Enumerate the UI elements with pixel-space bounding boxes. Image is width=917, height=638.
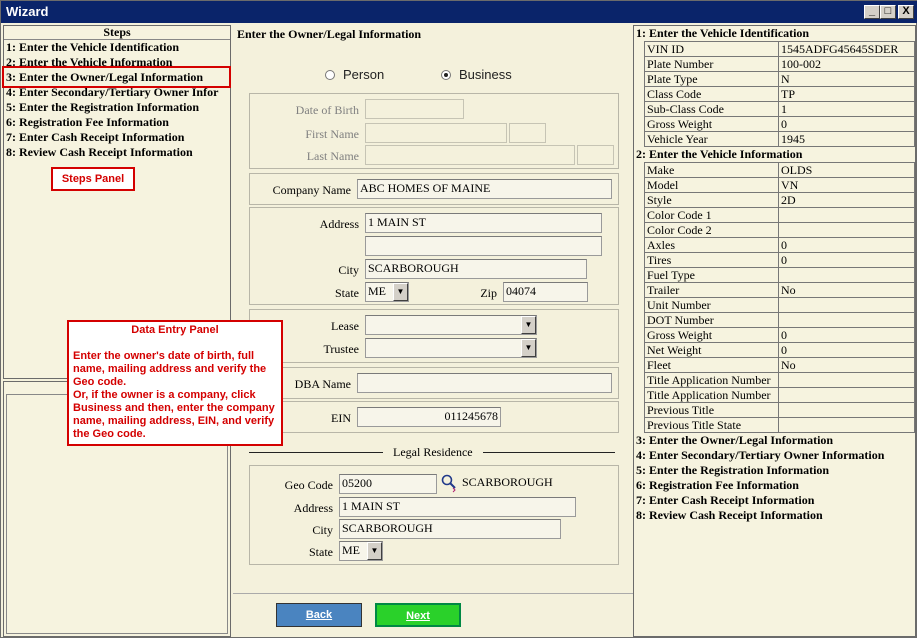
middle-initial-field[interactable]: [509, 123, 546, 143]
summary-row: [645, 343, 915, 358]
zip-label: Zip: [480, 286, 497, 300]
step-item[interactable]: 1: Enter the Vehicle Identification: [6, 40, 180, 54]
person-radio-dot: [325, 70, 335, 80]
summary-value: 1: [779, 102, 915, 117]
minimize-button[interactable]: _: [864, 5, 880, 19]
summary-key: Plate Type: [645, 72, 779, 87]
summary-row: [645, 193, 915, 208]
summary-row: [645, 57, 915, 72]
business-radio[interactable]: [441, 67, 512, 82]
summary-key: Previous Title: [645, 403, 779, 418]
city-field[interactable]: SCARBOROUGH: [365, 259, 587, 279]
summary-key: Vehicle Year: [645, 132, 779, 147]
dob-field[interactable]: [365, 99, 464, 119]
back-button[interactable]: Back: [276, 603, 362, 627]
chevron-down-icon: ▼: [521, 316, 536, 334]
form-title: Enter the Owner/Legal Information: [237, 27, 422, 41]
summary-key: Style: [645, 193, 779, 208]
next-button[interactable]: Next: [375, 603, 461, 627]
summary-key: Gross Weight: [645, 117, 779, 132]
city-label: City: [338, 263, 359, 277]
close-button[interactable]: X: [898, 5, 914, 19]
state-select[interactable]: [365, 282, 409, 302]
legal-residence-label: Legal Residence: [383, 445, 483, 460]
geo-code-label: Geo Code: [284, 478, 333, 492]
summary-key: Tires: [645, 253, 779, 268]
summary-row: [645, 178, 915, 193]
maximize-button[interactable]: □: [880, 5, 896, 19]
summary-row: [645, 253, 915, 268]
summary-key: Unit Number: [645, 298, 779, 313]
step-item[interactable]: 7: Enter Cash Receipt Information: [6, 130, 185, 144]
summary-section-2: 2: Enter the Vehicle Information: [636, 147, 803, 161]
summary-section: 3: Enter the Owner/Legal Information: [636, 433, 834, 447]
trustee-label: Trustee: [323, 342, 359, 356]
summary-section: 8: Review Cash Receipt Information: [636, 508, 823, 522]
ein-label: EIN: [331, 411, 351, 425]
summary-value: 1945: [779, 132, 915, 147]
summary-section: 4: Enter Secondary/Tertiary Owner Information: [636, 448, 885, 462]
chevron-down-icon: ▼: [367, 542, 382, 560]
address-line2-field[interactable]: [365, 236, 602, 256]
legal-state-label: State: [309, 545, 333, 559]
geo-city-value: SCARBOROUGH: [462, 475, 553, 489]
steps-header: Steps: [4, 26, 230, 40]
summary-row: [645, 268, 915, 283]
summary-value: 0: [779, 117, 915, 132]
geo-code-field[interactable]: 05200: [339, 474, 437, 494]
summary-row: [645, 358, 915, 373]
summary-key: Trailer: [645, 283, 779, 298]
summary-key: Title Application Number: [645, 388, 779, 403]
legal-state-select[interactable]: [339, 541, 383, 561]
summary-value: No: [779, 283, 915, 298]
legal-address-label: Address: [293, 501, 333, 515]
step-item[interactable]: 2: Enter the Vehicle Information: [6, 55, 173, 69]
summary-value: 0: [779, 238, 915, 253]
summary-row: [645, 373, 915, 388]
summary-row: [645, 238, 915, 253]
last-name-field[interactable]: [365, 145, 575, 165]
step-item[interactable]: 4: Enter Secondary/Tertiary Owner Infor: [6, 85, 219, 99]
summary-key: Gross Weight: [645, 328, 779, 343]
summary-key: Net Weight: [645, 343, 779, 358]
summary-value: 1545ADFG45645SDER: [779, 42, 915, 57]
vehicle-information-table: [644, 162, 915, 433]
summary-key: VIN ID: [645, 42, 779, 57]
summary-value: OLDS: [779, 163, 915, 178]
trustee-select[interactable]: [365, 338, 537, 358]
summary-value: [779, 388, 915, 403]
state-select-value: ME: [368, 284, 386, 298]
summary-row: [645, 117, 915, 132]
summary-panel: [633, 25, 916, 637]
summary-section: 6: Registration Fee Information: [636, 478, 799, 492]
summary-value: No: [779, 358, 915, 373]
data-entry-callout-body: Enter the owner's date of birth, full name, mailing address and verify the Geo code. Or, if the owner is a company, click Business and then, enter the company name, mailing address, EIN, and verify the Geo code.: [73, 350, 275, 440]
summary-row: [645, 87, 915, 102]
step-item[interactable]: 8: Review Cash Receipt Information: [6, 145, 193, 159]
summary-section: 7: Enter Cash Receipt Information: [636, 493, 815, 507]
summary-row: [645, 283, 915, 298]
summary-section-1: 1: Enter the Vehicle Identification: [636, 26, 810, 40]
company-name-field[interactable]: ABC HOMES OF MAINE: [357, 179, 612, 199]
summary-key: Model: [645, 178, 779, 193]
summary-row: [645, 132, 915, 147]
search-icon[interactable]: [440, 473, 458, 493]
summary-key: Fuel Type: [645, 268, 779, 283]
chevron-down-icon: ▼: [393, 283, 408, 301]
dob-label: Date of Birth: [295, 103, 359, 117]
summary-key: DOT Number: [645, 313, 779, 328]
dba-name-field[interactable]: [357, 373, 612, 393]
suffix-field[interactable]: [577, 145, 614, 165]
chevron-down-icon: ▼: [521, 339, 536, 357]
summary-row: [645, 72, 915, 87]
legal-city-field[interactable]: SCARBOROUGH: [339, 519, 561, 539]
summary-value: 0: [779, 343, 915, 358]
summary-value: [779, 268, 915, 283]
summary-row: [645, 223, 915, 238]
summary-value: [779, 418, 915, 433]
summary-value: 0: [779, 253, 915, 268]
summary-key: Sub-Class Code: [645, 102, 779, 117]
summary-key: Previous Title State: [645, 418, 779, 433]
legal-city-label: City: [312, 523, 333, 537]
dba-name-label: DBA Name: [294, 377, 351, 391]
business-radio-dot: [441, 70, 451, 80]
title-bar: [1, 1, 917, 23]
summary-remaining-sections: [634, 433, 915, 523]
summary-key: Fleet: [645, 358, 779, 373]
summary-key: Color Code 1: [645, 208, 779, 223]
summary-key: Class Code: [645, 87, 779, 102]
data-entry-panel: [233, 25, 633, 637]
legal-address-field[interactable]: 1 MAIN ST: [339, 497, 576, 517]
summary-key: Plate Number: [645, 57, 779, 72]
summary-value: [779, 403, 915, 418]
vehicle-identification-table: [644, 41, 915, 147]
person-radio[interactable]: [325, 67, 384, 82]
address-label: Address: [319, 217, 359, 231]
lease-select[interactable]: [365, 315, 537, 335]
summary-value: 2D: [779, 193, 915, 208]
summary-value: [779, 208, 915, 223]
data-entry-callout-title: Data Entry Panel: [131, 324, 219, 336]
summary-row: [645, 403, 915, 418]
active-step-highlight: [2, 66, 231, 88]
step-item[interactable]: 3: Enter the Owner/Legal Information: [6, 70, 204, 84]
company-name-label: Company Name: [272, 183, 351, 197]
summary-row: [645, 298, 915, 313]
step-item[interactable]: 5: Enter the Registration Information: [6, 100, 200, 114]
summary-value: [779, 298, 915, 313]
first-name-field[interactable]: [365, 123, 507, 143]
first-name-label: First Name: [305, 127, 359, 141]
ein-field[interactable]: 011245678: [357, 407, 501, 427]
step-item[interactable]: 6: Registration Fee Information: [6, 115, 169, 129]
address-line1-field[interactable]: 1 MAIN ST: [365, 213, 602, 233]
summary-value: N: [779, 72, 915, 87]
summary-row: [645, 163, 915, 178]
summary-row: [645, 313, 915, 328]
summary-value: TP: [779, 87, 915, 102]
summary-value: VN: [779, 178, 915, 193]
summary-value: [779, 313, 915, 328]
summary-row: [645, 102, 915, 117]
person-radio-label: Person: [343, 67, 385, 82]
zip-field[interactable]: 04074: [503, 282, 588, 302]
summary-value: [779, 223, 915, 238]
summary-key: Axles: [645, 238, 779, 253]
summary-value: [779, 373, 915, 388]
summary-row: [645, 208, 915, 223]
summary-row: [645, 418, 915, 433]
legal-state-select-value: ME: [342, 543, 360, 557]
summary-row: [645, 388, 915, 403]
business-radio-label: Business: [459, 67, 512, 82]
summary-key: Title Application Number: [645, 373, 779, 388]
data-entry-callout: [67, 320, 283, 446]
steps-list: [4, 40, 230, 160]
summary-row: [645, 42, 915, 57]
summary-key: Make: [645, 163, 779, 178]
window-title: Wizard: [6, 4, 49, 19]
lease-label: Lease: [331, 319, 359, 333]
last-name-label: Last Name: [306, 149, 359, 163]
summary-key: Color Code 2: [645, 223, 779, 238]
summary-section: 5: Enter the Registration Information: [636, 463, 830, 477]
summary-row: [645, 328, 915, 343]
summary-value: 0: [779, 328, 915, 343]
state-label: State: [335, 286, 359, 300]
summary-value: 100-002: [779, 57, 915, 72]
steps-panel-callout: Steps Panel: [51, 167, 135, 191]
